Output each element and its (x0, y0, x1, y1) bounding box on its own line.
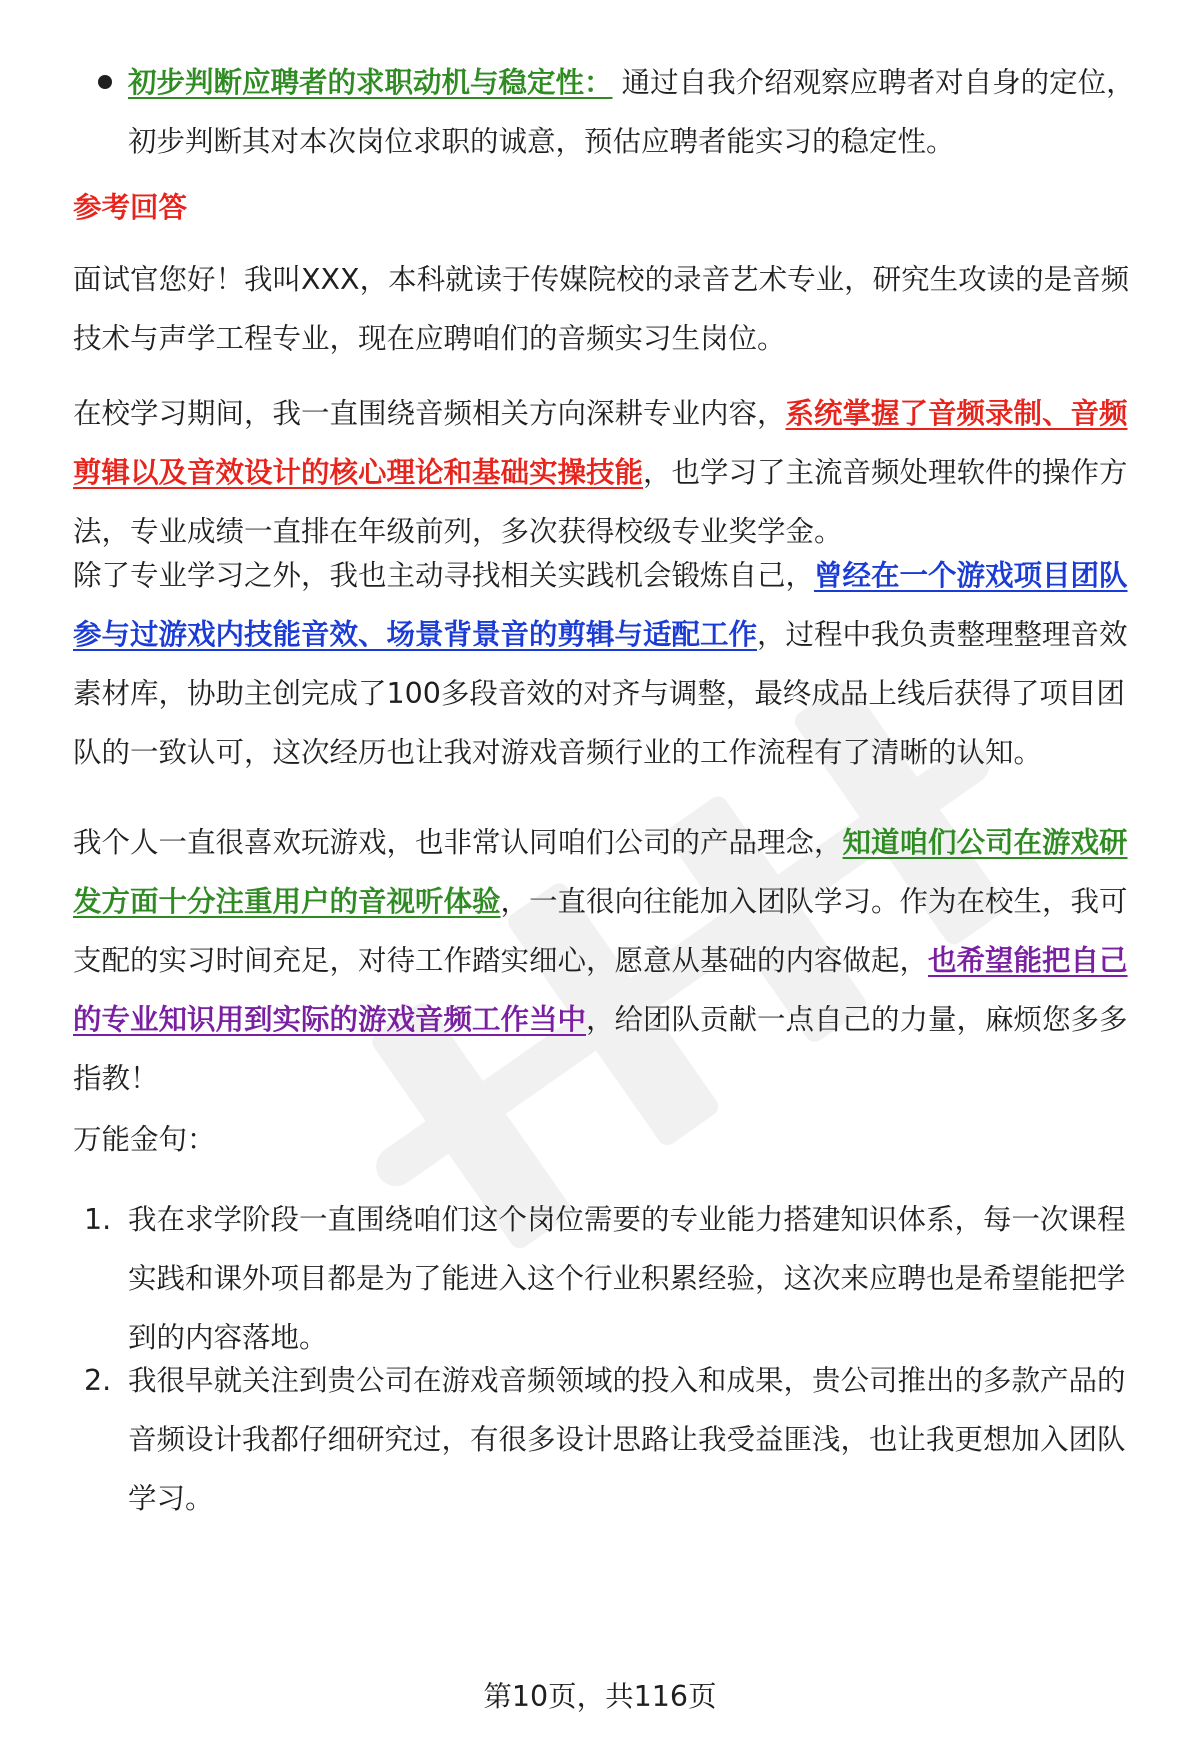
study-text-after: ，也学习了主流音频处理软件的操作方法，专业成绩一直排在年级前列，多次获得校级专业奖学金。 (73, 456, 1128, 548)
motivation-text-after: ，给团队贡献一点自己的力量，麻烦您多多指教！ (73, 1003, 1128, 1095)
bullet-dot-icon (98, 75, 112, 89)
motivation-text-middle: ，一直很向往能加入团队学习。作为在校生，我可支配的实习时间充足，对待工作踏实细心，愿意从基础的内容做起， (73, 885, 1128, 977)
intro-paragraph: 面试官您好！我叫XXX，本科就读于传媒院校的录音艺术专业，研究生攻读的是音频技术与声学工程专业，现在应聘咱们的音频实习生岗位。 (73, 263, 1130, 355)
practice-paragraph (73, 546, 1153, 782)
list-item: 我在求学阶段一直围绕咱们这个岗位需要的专业能力搭建知识体系，每一次课程实践和课外项目都是为了能进入这个行业积累经验，这次来应聘也是希望能把学到的内容落地。 (128, 1203, 1126, 1354)
practice-text-after: ，过程中我负责整理整理音效素材库，协助主创完成了100多段音效的对齐与调整，最终成品上线后获得了项目团队的一致认可，这次经历也让我对游戏音频行业的工作流程有了清晰的认知。 (73, 618, 1128, 769)
practice-text-before: 除了专业学习之外，我也主动寻找相关实践机会锻炼自己， (73, 559, 815, 592)
page-number-footer: 第10页，共116页 (483, 1680, 717, 1713)
list-number: 2. (84, 1364, 112, 1397)
golden-heading: 万能金句： (73, 1123, 216, 1156)
reference-heading: 参考回答 (73, 191, 188, 224)
list-number: 1. (84, 1203, 112, 1236)
list-item: 我很早就关注到贵公司在游戏音频领域的投入和成果，贵公司推出的多款产品的音频设计我都仔细研究过，有很多设计思路让我受益匪浅，也让我更想加入团队学习。 (128, 1364, 1126, 1515)
motivation-highlight-1: 知道咱们公司在游戏研发方面十分注重用户的音视听体验 (73, 826, 1128, 918)
practice-highlight: 曾经在一个游戏项目团队参与过游戏内技能音效、场景背景音的剪辑与适配工作 (73, 559, 1128, 651)
motivation-highlight-2: 也希望能把自己的专业知识用到实际的游戏音频工作当中 (73, 944, 1128, 1036)
bullet-label: 初步判断应聘者的求职动机与稳定性： (128, 66, 613, 99)
motivation-paragraph (73, 813, 1153, 1108)
motivation-text-before: 我个人一直很喜欢玩游戏，也非常认同咱们公司的产品理念， (73, 826, 843, 859)
study-paragraph (73, 384, 1153, 561)
study-text-before: 在校学习期间，我一直围绕音频相关方向深耕专业内容， (73, 397, 786, 430)
study-highlight: 系统掌握了音频录制、音频剪辑以及音效设计的核心理论和基础实操技能 (73, 397, 1128, 489)
bullet-item (128, 53, 1148, 171)
bullet-text: 通过自我介绍观察应聘者对自身的定位，初步判断其对本次岗位求职的诚意，预估应聘者能实习的稳定性。 (128, 66, 1135, 158)
